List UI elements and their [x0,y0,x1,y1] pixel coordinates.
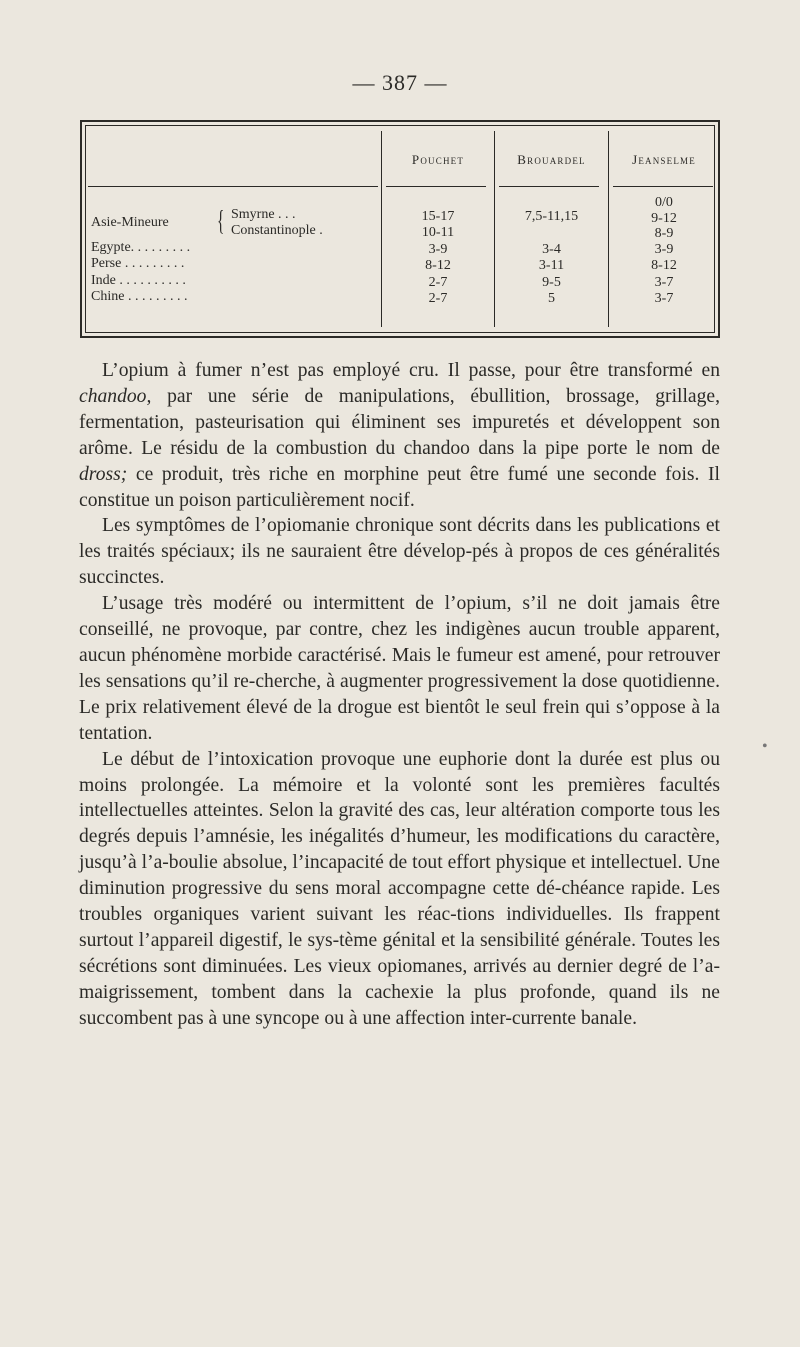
header-rule [613,186,713,187]
term-chandoo: chandoo, [79,385,152,407]
paragraph-usage: L’usage très modéré ou intermittent de l’opium, s’il ne doit jamais être conseillé, ne provoque, par contre, chez les indigènes aucun trouble apparent, aucun phénomène morbide caractérisé. Mais le fumeur est amené, pour retrouver les sensations qu’il re-cherche, à augmenter progressivement la dose quotidienne. Le prix relativement élevé de la drogue est bientôt le seul frein qui s’oppose à la tentation. [79,593,720,744]
row-label: Perse . . . . . . . . . [91,256,185,271]
table-cell: 2-7 [428,291,448,306]
row-label: Smyrne . . . [231,207,296,222]
column-header-jeanselme: Jeanselme [632,152,696,167]
table-cell: 2-7 [428,275,448,290]
header-rule [386,186,486,187]
row-label: Egypte. . . . . . . . . [91,240,191,255]
row-label: Constantinople . [231,223,323,238]
row-label: Chine . . . . . . . . . [91,289,188,304]
header-rule [88,186,378,187]
page-number: — 387 — [352,70,448,95]
table-cell: 10-11 [421,225,455,240]
paragraph-intoxication: Le début de l’intoxication provoque une euphorie dont la durée est plus ou moins prolongée. La mémoire et la volonté sont les premières facultés intellectuelles atteintes. Selon la gravité des cas, leur altération comporte tous les degrés depuis l’amnésie, les inégalités d’humeur, les modifications du caractère, jusqu’à l’a-boulie absolue, l’incapacité de tout effort physique et intellectuel. Une diminution progressive du sens moral accompagne cette dé-chéance rapide. Les troubles organiques varient suivant les réac-tions individuelles. Ils frappent surtout l’appareil digestif, le sys-tème génital et la sensibilité générale. Toutes les sécrétions sont diminuées. Les vieux opiomanes, arrivés au dernier degré de l’a-maigrissement, tombent dans la cachexie la plus profonde, quand ils ne succombent pas à une syncope ou à une affection inter-currente banale. [79,748,720,1029]
term-dross: dross; [79,463,128,485]
table-cell: 9-12 [651,211,677,226]
text-span: ce produit, très riche en morphine peut être fumé une seconde fois. Il constitue un poison particulièrement nocif. [79,463,720,511]
header-rule [499,186,599,187]
text-span: par une série de manipulations, ébullition, brossage, grillage, fermentation, pasteurisation qui éliminent ses impuretés et développent son arôme. Le résidu de la combustion du chandoo dans la pipe porte le nom de [79,385,720,459]
table-cell: 3-11 [538,258,565,273]
paragraph-symptoms: Les symptômes de l’opiomanie chronique sont décrits dans les publications et les traités spéciaux; ils ne sauraient être dévelop-pés à propos de ces généralités succinctes. [79,515,720,589]
text-span: L’opium à fumer n’est pas employé cru. Il passe, pour être transformé en [102,360,720,381]
table-cell: 7,5-11,15 [524,209,579,224]
table-cell: 5 [548,291,555,306]
unit-label: 0/0 [655,195,673,210]
brace-glyph: { [217,206,225,237]
row-label: Inde . . . . . . . . . . [91,273,186,288]
table-cell: 3-4 [542,242,561,257]
table-cell: 9-5 [542,275,561,290]
table-cell: 3-9 [428,242,448,257]
body-text [79,358,720,1032]
paragraph-chandoo [79,358,720,513]
table-cell: 8-9 [654,226,674,241]
table-cell: 15-17 [421,209,455,224]
table-cell: 3-7 [654,275,674,290]
column-header-pouchet: Pouchet [411,152,465,167]
table-inner-border [85,125,715,333]
table-cell: 8-12 [425,258,451,273]
table-cell: 8-12 [651,258,677,273]
margin-speck: • [762,738,768,755]
opium-morphine-table [80,120,720,338]
column-header-brouardel: Brouardel [517,152,586,167]
table-cell: 3-9 [654,242,674,257]
group-label: Asie-Mineure [91,215,169,230]
table-cell: 3-7 [654,291,674,306]
